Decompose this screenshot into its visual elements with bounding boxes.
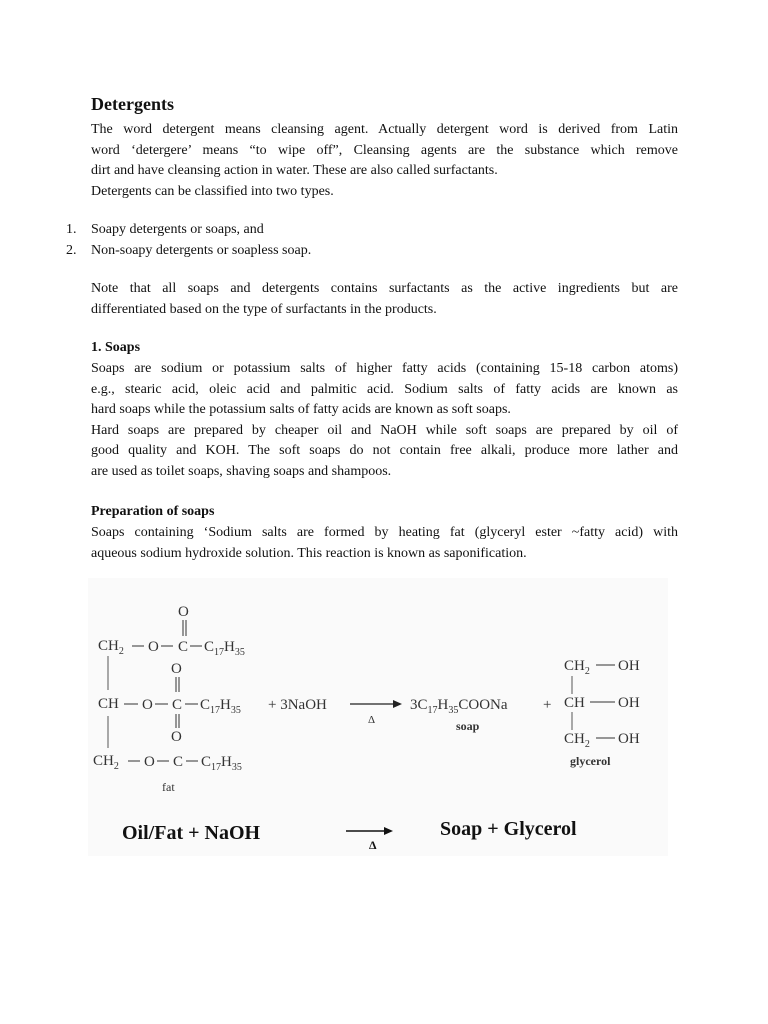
equation-heat-symbol: Δ: [369, 838, 377, 852]
carbon-atom: C: [172, 697, 183, 713]
preparation-paragraph: [91, 523, 678, 564]
soap-label: soap: [456, 719, 480, 733]
preparation-line: Soaps containing ‘Sodium salts are formed by heating fat (glyceryl ester ~fatty acid) with: [91, 525, 678, 540]
soaps-line: good quality and KOH. The soft soaps do not contain free alkali, produce more lather and: [91, 443, 678, 458]
preparation-line: aqueous sodium hydroxide solution. This reaction is known as saponification.: [91, 545, 527, 561]
note-paragraph: [91, 279, 678, 320]
carbon-atom: C: [178, 639, 189, 655]
ch2-group: $CH_2$: [93, 753, 119, 772]
intro-line: word ‘detergere’ means “to wipe off”, Cleansing agents are the substance which remove: [91, 142, 678, 158]
list-item: [66, 220, 311, 241]
oxygen-atom: O: [171, 729, 182, 745]
glycerol-ch2-oh: $CH_2$: [564, 658, 590, 677]
oxygen-atom: O: [171, 661, 182, 677]
soap-product: $3C_{17}H_{35}COONa$: [410, 697, 508, 716]
alkyl-chain: $C_{17}H_{35}$: [201, 754, 242, 773]
plus-sign: +: [543, 697, 552, 713]
types-list: [66, 220, 311, 261]
intro-line: The word detergent means cleansing agent. Actually detergent word is derived from Latin: [91, 122, 678, 137]
saponification-figure: [88, 578, 668, 856]
list-number: 1.: [66, 222, 77, 237]
hydroxyl-group: OH: [618, 658, 640, 674]
list-text: Non-soapy detergents or soapless soap.: [91, 242, 312, 258]
saponification-diagram: [88, 578, 668, 856]
naoh-reagent: + 3NaOH: [268, 697, 327, 713]
intro-line: Detergents can be classified into two types.: [91, 183, 334, 199]
alkyl-chain: $C_{17}H_{35}$: [200, 697, 241, 716]
preparation-heading: Preparation of soaps: [91, 504, 215, 519]
intro-line: dirt and have cleansing action in water. These are also called surfactants.: [91, 163, 498, 178]
glycerol-ch-oh: CH: [564, 695, 585, 711]
soaps-line: hard soaps while the potassium salts of fatty acids are known as soft soaps.: [91, 402, 511, 417]
soaps-heading: 1. Soaps: [91, 340, 141, 355]
soaps-paragraph: [91, 359, 678, 482]
glycerol-ch2-oh: $CH_2$: [564, 731, 590, 750]
ch-group: CH: [98, 696, 119, 712]
heat-symbol: Δ: [368, 714, 376, 726]
oxygen-atom: O: [178, 604, 189, 620]
carbon-atom: C: [173, 754, 184, 770]
oxygen-atom: O: [148, 639, 159, 655]
hydroxyl-group: OH: [618, 695, 640, 711]
list-item: [66, 241, 311, 262]
intro-paragraph: [91, 120, 678, 202]
equation-products: Soap + Glycerol: [440, 818, 577, 840]
note-line: Note that all soaps and detergents contains surfactants as the active ingredients but are: [91, 281, 678, 296]
page-title: Detergents: [91, 94, 174, 114]
soaps-line: Soaps are sodium or potassium salts of higher fatty acids (containing 15-18 carbon atoms): [91, 361, 678, 376]
fat-label: fat: [162, 780, 175, 794]
ch2-group: $CH_2$: [98, 638, 124, 657]
oxygen-atom: O: [142, 697, 153, 713]
note-line: differentiated based on the type of surfactants in the products.: [91, 301, 437, 317]
list-number: 2.: [66, 242, 77, 258]
equation-reactants: Oil/Fat + NaOH: [122, 822, 261, 844]
alkyl-chain: $C_{17}H_{35}$: [204, 639, 245, 658]
glycerol-label: glycerol: [570, 754, 611, 768]
figure-background: [88, 578, 668, 856]
soaps-line: Hard soaps are prepared by cheaper oil and NaOH while soft soaps are prepared by oil of: [91, 422, 678, 438]
soaps-line: are used as toilet soaps, shaving soaps and shampoos.: [91, 463, 392, 479]
oxygen-atom: O: [144, 754, 155, 770]
soaps-line: e.g., stearic acid, oleic acid and palmitic acid. Sodium salts of fatty acids are known as: [91, 381, 678, 397]
list-text: Soapy detergents or soaps, and: [91, 222, 264, 237]
hydroxyl-group: OH: [618, 731, 640, 747]
